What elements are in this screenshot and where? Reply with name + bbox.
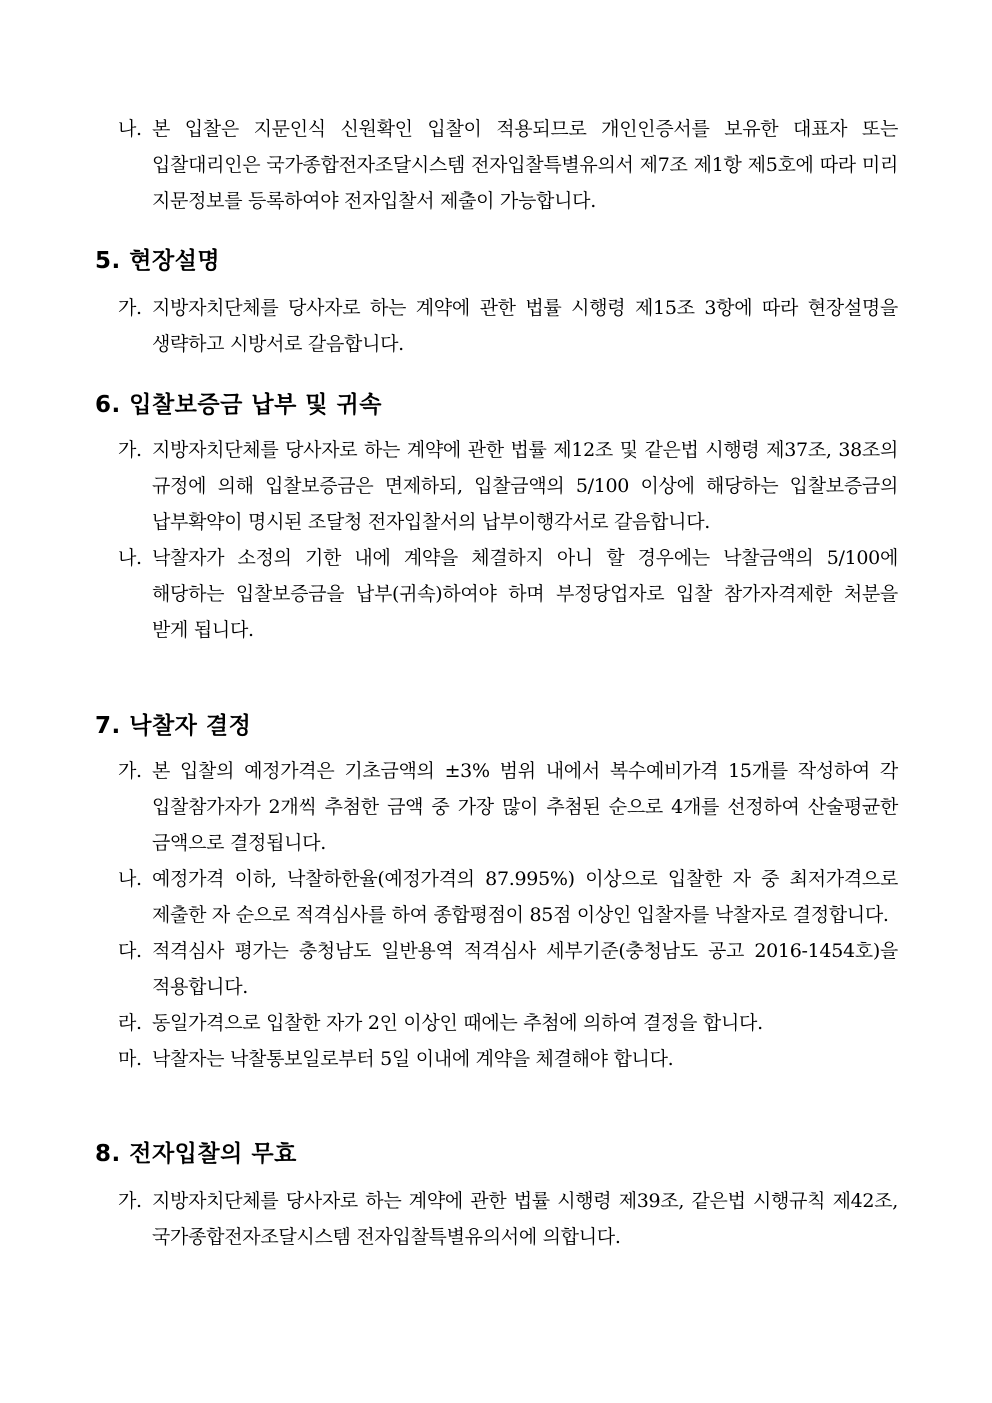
list-item	[118, 861, 898, 933]
item-marker: 나.	[118, 118, 142, 140]
section-6-items	[118, 432, 898, 648]
list-item	[118, 290, 898, 362]
section-8-items	[118, 1183, 898, 1255]
list-item	[118, 111, 898, 219]
section-heading-7: 7. 낙찰자 결정	[95, 713, 252, 739]
list-item	[118, 1005, 898, 1041]
item-text: 낙찰자가 소정의 기한 내에 계약을 체결하지 아니 할 경우에는 낙찰금액의 5/100에 해당하는 입찰보증금을 납부(귀속)하여야 하며 부정당업자로 입찰 참가자격제한 처분을 받게 됩니다.	[152, 547, 898, 641]
list-item	[118, 1041, 898, 1077]
item-text: 지방자치단체를 당사자로 하는 계약에 관한 법률 시행령 제15조 3항에 따라 현장설명을 생략하고 시방서로 갈음합니다.	[152, 297, 898, 355]
item-marker: 가.	[118, 439, 142, 461]
section-heading-6: 6. 입찰보증금 납부 및 귀속	[95, 392, 382, 418]
item-marker: 마.	[118, 1048, 142, 1070]
list-item	[118, 753, 898, 861]
item-text: 지방자치단체를 당사자로 하는 계약에 관한 법률 제12조 및 같은법 시행령 제37조, 38조의 규정에 의해 입찰보증금은 면제하되, 입찰금액의 5/100 이상에 해당하는 입찰보증금의 납부확약이 명시된 조달청 전자입찰서의 납부이행각서로 갈음합니다.	[152, 439, 898, 533]
item-marker: 가.	[118, 297, 142, 319]
continued-item-block	[118, 111, 898, 219]
item-text: 예정가격 이하, 낙찰하한율(예정가격의 87.995%) 이상으로 입찰한 자 중 최저가격으로 제출한 자 순으로 적격심사를 하여 종합평점이 85점 이상인 입찰자를 낙찰자로 결정합니다.	[152, 868, 898, 926]
item-marker: 나.	[118, 868, 142, 890]
list-item	[118, 933, 898, 1005]
item-marker: 다.	[118, 940, 142, 962]
section-5-items	[118, 290, 898, 362]
item-marker: 라.	[118, 1012, 142, 1034]
section-heading-5: 5. 현장설명	[95, 248, 221, 274]
section-7-items	[118, 753, 898, 1077]
item-text: 동일가격으로 입찰한 자가 2인 이상인 때에는 추첨에 의하여 결정을 합니다.	[152, 1012, 763, 1034]
item-marker: 가.	[118, 760, 142, 782]
item-text: 적격심사 평가는 충청남도 일반용역 적격심사 세부기준(충청남도 공고 2016-1454호)을 적용합니다.	[152, 940, 898, 998]
item-text: 지방자치단체를 당사자로 하는 계약에 관한 법률 시행령 제39조, 같은법 시행규칙 제42조, 국가종합전자조달시스템 전자입찰특별유의서에 의합니다.	[152, 1190, 898, 1248]
section-heading-8: 8. 전자입찰의 무효	[95, 1141, 297, 1167]
item-text: 낙찰자는 낙찰통보일로부터 5일 이내에 계약을 체결해야 합니다.	[152, 1048, 674, 1070]
list-item	[118, 1183, 898, 1255]
item-text: 본 입찰의 예정가격은 기초금액의 ±3% 범위 내에서 복수예비가격 15개를 작성하여 각 입찰참가자가 2개씩 추첨한 금액 중 가장 많이 추첨된 순으로 4개를 선정하여 산술평균한 금액으로 결정됩니다.	[152, 760, 898, 854]
item-text: 본 입찰은 지문인식 신원확인 입찰이 적용되므로 개인인증서를 보유한 대표자 또는 입찰대리인은 국가종합전자조달시스템 전자입찰특별유의서 제7조 제1항 제5호에 따라 미리 지문정보를 등록하여야 전자입찰서 제출이 가능합니다.	[152, 118, 898, 212]
list-item	[118, 540, 898, 648]
list-item	[118, 432, 898, 540]
item-marker: 가.	[118, 1190, 142, 1212]
item-marker: 나.	[118, 547, 142, 569]
